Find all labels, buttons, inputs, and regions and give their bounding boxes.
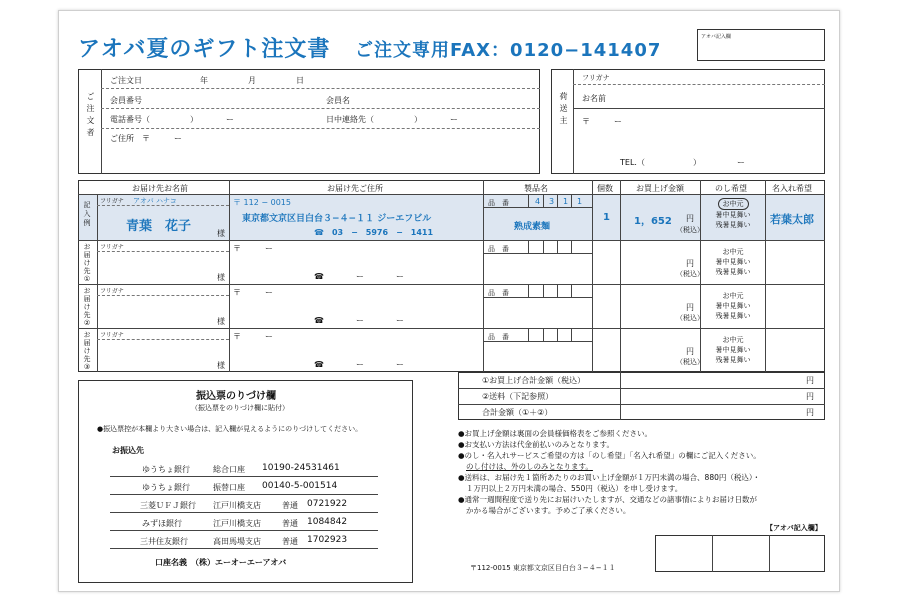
bank-branch: 江戸川橋支店 bbox=[213, 501, 261, 510]
noshi-option[interactable]: 暑中見舞い bbox=[715, 346, 751, 354]
note: ●お支払い方法は代金前払いのみとなります。 bbox=[458, 440, 614, 449]
slip-subtitle: （振込票をのりづけ欄に貼付） bbox=[191, 404, 289, 412]
sender-side-label: 荷送主 bbox=[559, 92, 568, 128]
sender-furigana-label: フリガナ bbox=[582, 74, 610, 82]
dest-2-yen: 円 bbox=[686, 303, 694, 312]
example-sama: 様 bbox=[217, 229, 225, 238]
dest-2-noshi[interactable] bbox=[706, 291, 760, 321]
dest-2-phone[interactable]: ☎ ー ー bbox=[314, 316, 404, 325]
note: １万円以上２万円未満の場合、550円（税込）を申し受けます。 bbox=[466, 484, 683, 493]
address-field[interactable]: ご住所 〒 ー bbox=[110, 134, 182, 143]
dest-3-yen: 円 bbox=[686, 347, 694, 356]
bank-number: 0721922 bbox=[307, 499, 348, 509]
dest-1-postal[interactable]: 〒 ー bbox=[233, 244, 273, 253]
month-label: 月 bbox=[248, 76, 256, 85]
year-label: 年 bbox=[200, 76, 208, 85]
noshi-option[interactable]: お中元 bbox=[722, 292, 744, 300]
header-product: 製品名 bbox=[524, 184, 548, 193]
bank-name: ゆうちょ銀行 bbox=[142, 465, 190, 474]
example-name: 青葉 花子 bbox=[126, 219, 192, 234]
dest-1-label: お届け先① bbox=[83, 243, 91, 284]
example-address: 東京都文京区目白台３−４−１１ ジーエフビル bbox=[242, 214, 432, 224]
dest-1-tax: （税込） bbox=[676, 270, 704, 278]
dest-3-label: お届け先③ bbox=[83, 331, 91, 372]
example-noshi-option: 残暑見舞い bbox=[715, 221, 751, 229]
aoba-entry-bottom-label: 【アオバ記入欄】 bbox=[766, 524, 822, 532]
header-noshi: のし希望 bbox=[715, 184, 747, 193]
bank-number: 10190-24531461 bbox=[262, 463, 340, 473]
header-amount: お買上げ金額 bbox=[636, 184, 684, 193]
bank-branch: 総合口座 bbox=[213, 465, 245, 474]
noshi-option[interactable]: お中元 bbox=[722, 336, 744, 344]
dest-1-product-label: 品 番 bbox=[488, 245, 509, 253]
dest-1-furigana[interactable]: フリガナ bbox=[100, 244, 124, 251]
bank-type: 普通 bbox=[282, 501, 298, 510]
example-postal: 〒 112 − 0015 bbox=[233, 198, 291, 207]
fax-number: ご注文専用FAX：0120−141407 bbox=[355, 40, 662, 61]
example-code-3: 1 bbox=[563, 197, 569, 206]
total-grand-yen[interactable]: 円 bbox=[806, 408, 814, 417]
dest-2-furigana[interactable]: フリガナ bbox=[100, 288, 124, 295]
example-amount: 1，652 bbox=[634, 216, 672, 227]
total-grand-label: 合計金額（①＋②） bbox=[482, 408, 553, 417]
notes-list bbox=[458, 428, 761, 516]
example-phone: ☎ 03 − 5976 − 1411 bbox=[314, 228, 434, 237]
total-shipping-yen[interactable]: 円 bbox=[806, 392, 814, 401]
total-subtotal-label: ①お買上げ合計金額（税込） bbox=[482, 376, 586, 385]
note: ●通常一週間程度で送り先にお届けいたしますが、交通などの諸事情によりお届け日数が bbox=[458, 495, 758, 504]
slip-title: 振込票のりづけ欄 bbox=[196, 391, 276, 402]
form-title: アオバ夏のギフト注文書 bbox=[78, 37, 331, 62]
slip-notice: ●振込票控が本欄より大きい場合は、記入欄が見えるようにのりづけしてください。 bbox=[97, 425, 363, 433]
day-label: 日 bbox=[296, 76, 304, 85]
note: のし付けは、外のしのみとなります。 bbox=[466, 462, 593, 471]
phone-field[interactable]: 電話番号（ ） ー bbox=[110, 115, 234, 124]
dest-2-sama: 様 bbox=[217, 317, 225, 326]
bank-name: みずほ銀行 bbox=[142, 519, 182, 528]
example-yen: 円 bbox=[686, 214, 694, 223]
example-furigana-value: アオバ ハナコ bbox=[133, 197, 177, 205]
aoba-entry-box[interactable] bbox=[697, 29, 825, 61]
example-noshi bbox=[706, 198, 760, 230]
slip-dest-title: お振込先 bbox=[112, 446, 144, 455]
header-dest-address: お届け先ご住所 bbox=[327, 184, 383, 193]
dest-2-product-label: 品 番 bbox=[488, 289, 509, 297]
aoba-entry-bottom-box[interactable] bbox=[655, 535, 825, 572]
bank-branch: 高田馬場支店 bbox=[213, 537, 261, 546]
dest-3-furigana[interactable]: フリガナ bbox=[100, 332, 124, 339]
member-name-field[interactable]: 会員名 bbox=[326, 96, 350, 105]
bank-name: ゆうちょ銀行 bbox=[142, 483, 190, 492]
order-date-label: ご注文日 bbox=[110, 76, 142, 85]
example-code-4: 1 bbox=[577, 197, 583, 206]
example-side-label: 記入例 bbox=[83, 201, 91, 228]
dest-2-label: お届け先② bbox=[83, 287, 91, 328]
dest-1-yen: 円 bbox=[686, 259, 694, 268]
day-contact-field[interactable]: 日中連絡先（ ） ー bbox=[326, 115, 458, 124]
bank-type: 普通 bbox=[282, 519, 298, 528]
bank-number: 1084842 bbox=[307, 517, 348, 527]
header-qty: 個数 bbox=[597, 184, 613, 193]
account-name: 口座名義 （株）エーオーエーアオバ bbox=[155, 558, 287, 567]
example-qty: 1 bbox=[603, 212, 610, 223]
example-tax: （税込） bbox=[676, 226, 704, 234]
note: ●お買上げ金額は裏面の会員様価格表をご参照ください。 bbox=[458, 429, 653, 438]
total-shipping-label: ②送料（下記参照） bbox=[482, 392, 554, 401]
dest-1-sama: 様 bbox=[217, 273, 225, 282]
dest-1-phone[interactable]: ☎ ー ー bbox=[314, 272, 404, 281]
example-code-2: 3 bbox=[549, 197, 555, 206]
dest-3-sama: 様 bbox=[217, 361, 225, 370]
header-dest-name: お届け先お名前 bbox=[132, 184, 188, 193]
note: かかる場合がございます。予めご了承ください。 bbox=[466, 506, 631, 515]
note: ●送料は、お届け先１箇所あたりのお買い上げ金額が１万円未満の場合、880円（税込）・ bbox=[458, 473, 761, 482]
example-furigana-label: フリガナ bbox=[100, 198, 124, 205]
example-noshi-selected: お中元 bbox=[718, 198, 749, 210]
dest-2-postal[interactable]: 〒 ー bbox=[233, 288, 273, 297]
dest-1-noshi[interactable] bbox=[706, 247, 760, 277]
example-code-1: 4 bbox=[535, 197, 541, 206]
dest-3-product-label: 品 番 bbox=[488, 333, 509, 341]
noshi-option[interactable]: 残暑見舞い bbox=[715, 312, 751, 320]
bank-name: 三井住友銀行 bbox=[140, 537, 188, 546]
dest-3-phone[interactable]: ☎ ー ー bbox=[314, 360, 404, 369]
member-number-field[interactable]: 会員番号 bbox=[110, 96, 142, 105]
bank-branch: 振替口座 bbox=[213, 483, 245, 492]
aoba-entry-label: アオバ記入欄 bbox=[701, 34, 731, 40]
dest-3-postal[interactable]: 〒 ー bbox=[233, 332, 273, 341]
footer-address: 〒112-0015 東京都文京区目白台３−４−１１ bbox=[470, 564, 616, 572]
example-noshi-option: 暑中見舞い bbox=[715, 211, 751, 219]
noshi-option[interactable]: 残暑見舞い bbox=[715, 356, 751, 364]
header-name-print: 名入れ希望 bbox=[772, 184, 812, 193]
bank-branch: 江戸川橋支店 bbox=[213, 519, 261, 528]
noshi-option[interactable]: お中元 bbox=[722, 248, 744, 256]
dest-3-noshi[interactable] bbox=[706, 335, 760, 365]
bank-number: 1702923 bbox=[307, 535, 348, 545]
customer-side-label: ご注文者 bbox=[86, 92, 95, 140]
sender-tel-field[interactable]: TEL.（ ） ー bbox=[620, 158, 745, 167]
noshi-option[interactable]: 暑中見舞い bbox=[715, 302, 751, 310]
dest-2-tax: （税込） bbox=[676, 314, 704, 322]
noshi-option[interactable]: 残暑見舞い bbox=[715, 268, 751, 276]
sender-name-field[interactable]: お名前 bbox=[582, 94, 606, 103]
dest-3-tax: （税込） bbox=[676, 358, 704, 366]
sender-postal-field[interactable]: 〒 ー bbox=[582, 117, 622, 126]
example-product-label: 品 番 bbox=[488, 199, 509, 207]
total-subtotal-yen[interactable]: 円 bbox=[806, 376, 814, 385]
bank-name: 三菱ＵＦＪ銀行 bbox=[140, 501, 196, 510]
example-product-name: 熟成素麺 bbox=[514, 222, 551, 232]
bank-number: 00140-5-001514 bbox=[262, 481, 338, 491]
note: ●のし・名入れサービスご希望の方は「のし希望」「名入れ希望」の欄にご記入ください。 bbox=[458, 451, 761, 460]
example-name-print: 若葉太郎 bbox=[770, 213, 814, 226]
noshi-option[interactable]: 暑中見舞い bbox=[715, 258, 751, 266]
bank-type: 普通 bbox=[282, 537, 298, 546]
